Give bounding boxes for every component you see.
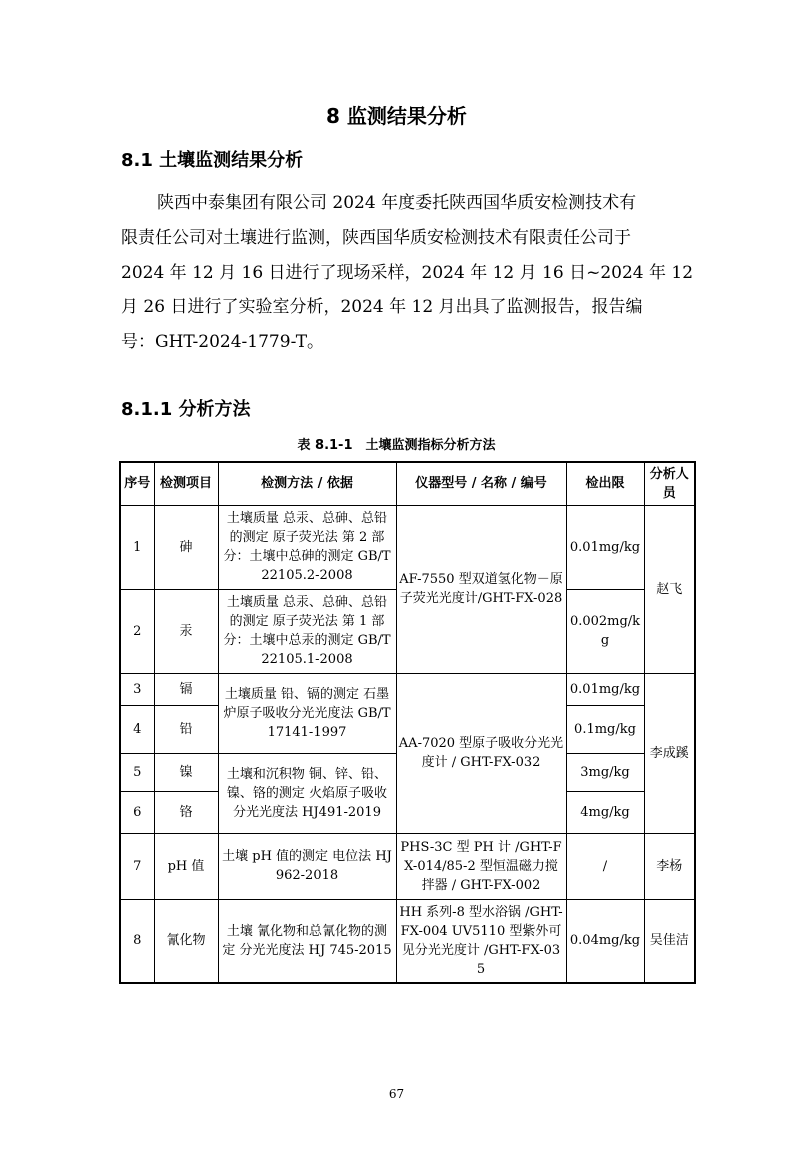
header-method: 检测方法 / 依据 <box>218 462 396 505</box>
cell-analyst: 李杨 <box>644 833 695 899</box>
cell-method: 土壤和沉积物 铜、锌、铅、镍、铬的测定 火焰原子吸收分光光度法 HJ491-2019 <box>218 753 396 833</box>
cell-item: 铅 <box>154 705 218 753</box>
cell-no: 6 <box>120 791 154 833</box>
cell-instrument: PHS-3C 型 PH 计 /GHT-FX-014/85-2 型恒温磁力搅拌器 / GHT-FX-002 <box>396 833 566 899</box>
cell-item: 汞 <box>154 589 218 673</box>
cell-limit: 0.002mg/kg <box>566 589 644 673</box>
cell-item: 镍 <box>154 753 218 791</box>
section-heading: 8.1 土壤监测结果分析 <box>121 150 304 171</box>
table-row <box>120 673 695 705</box>
paragraph-line: 限责任公司对土壤进行监测，陕西国华质安检测技术有限责任公司于 <box>121 227 631 248</box>
table-row <box>120 505 695 589</box>
cell-no: 7 <box>120 833 154 899</box>
cell-item: pH 值 <box>154 833 218 899</box>
cell-method: 土壤 氰化物和总氰化物的测定 分光光度法 HJ 745-2015 <box>218 899 396 983</box>
cell-no: 3 <box>120 673 154 705</box>
cell-instrument: AA-7020 型原子吸收分光光度计 / GHT-FX-032 <box>396 673 566 833</box>
cell-method: 土壤质量 总汞、总砷、总铅的测定 原子荧光法 第 1 部分：土壤中总汞的测定 GB/T22105.1-2008 <box>218 589 396 673</box>
header-no: 序号 <box>120 462 154 505</box>
cell-method: 土壤 pH 值的测定 电位法 HJ962-2018 <box>218 833 396 899</box>
cell-limit: 0.04mg/kg <box>566 899 644 983</box>
cell-analyst: 吴佳洁 <box>644 899 695 983</box>
analysis-method-table <box>119 461 696 984</box>
paragraph-line: 号：GHT-2024-1779-T。 <box>121 332 325 353</box>
header-item: 检测项目 <box>154 462 218 505</box>
body-paragraph <box>121 186 694 360</box>
header-analyst: 分析人员 <box>644 462 695 505</box>
cell-limit: / <box>566 833 644 899</box>
header-limit: 检出限 <box>566 462 644 505</box>
chapter-heading: 8 监测结果分析 <box>326 104 467 128</box>
cell-instrument: AF-7550 型双道氢化物－原子荧光光度计/GHT-FX-028 <box>396 505 566 673</box>
subsection-heading: 8.1.1 分析方法 <box>121 399 251 420</box>
page-number: 67 <box>388 1087 405 1101</box>
cell-no: 5 <box>120 753 154 791</box>
paragraph-line: 陕西中泰集团有限公司 2024 年度委托陕西国华质安检测技术有 <box>157 193 637 213</box>
cell-item: 氰化物 <box>154 899 218 983</box>
cell-analyst: 赵飞 <box>644 505 695 673</box>
cell-no: 8 <box>120 899 154 983</box>
cell-item: 铬 <box>154 791 218 833</box>
cell-analyst: 李成蹊 <box>644 673 695 833</box>
cell-item: 镉 <box>154 673 218 705</box>
table-row <box>120 833 695 899</box>
cell-limit: 4mg/kg <box>566 791 644 833</box>
table-row <box>120 899 695 983</box>
cell-instrument: HH 系列-8 型水浴锅 /GHT-FX-004 UV5110 型紫外可见分光光度计 /GHT-FX-035 <box>396 899 566 983</box>
paragraph-line: 月 26 日进行了实验室分析，2024 年 12 月出具了监测报告，报告编 <box>121 297 643 318</box>
cell-item: 砷 <box>154 505 218 589</box>
header-instrument: 仪器型号 / 名称 / 编号 <box>396 462 566 505</box>
cell-limit: 0.1mg/kg <box>566 705 644 753</box>
cell-no: 1 <box>120 505 154 589</box>
cell-limit: 0.01mg/kg <box>566 673 644 705</box>
cell-no: 2 <box>120 589 154 673</box>
cell-method: 土壤质量 总汞、总砷、总铅的测定 原子荧光法 第 2 部分：土壤中总砷的测定 GB/T22105.2-2008 <box>218 505 396 589</box>
cell-no: 4 <box>120 705 154 753</box>
table-caption: 表 8.1-1 土壤监测指标分析方法 <box>297 438 496 453</box>
cell-limit: 0.01mg/kg <box>566 505 644 589</box>
cell-method: 土壤质量 铅、镉的测定 石墨炉原子吸收分光光度法 GB/T17141-1997 <box>218 673 396 753</box>
paragraph-line: 2024 年 12 月 16 日进行了现场采样，2024 年 12 月 16 日~2024 年 12 <box>121 262 694 283</box>
table-header-row <box>120 462 695 505</box>
cell-limit: 3mg/kg <box>566 753 644 791</box>
